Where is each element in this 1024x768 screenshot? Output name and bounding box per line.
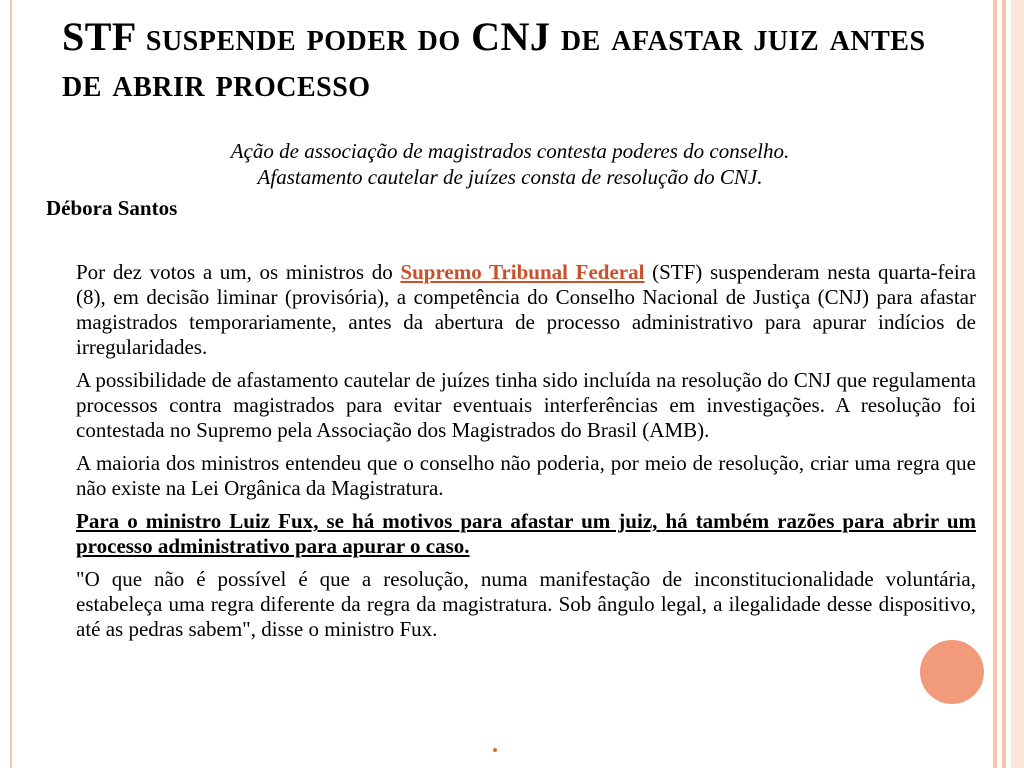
subtitle bbox=[100, 138, 920, 190]
decorative-dot bbox=[493, 748, 497, 752]
right-decorative-stripe bbox=[993, 0, 997, 768]
stf-link[interactable]: Supremo Tribunal Federal bbox=[400, 260, 645, 284]
author-name: Débora Santos bbox=[46, 196, 178, 220]
paragraph-5-quote: "O que não é possível é que a resolução, numa manifestação de inconstitucionalidade voluntária, estabeleça uma regra diferente da regra da magistratura. Sob ângulo legal, a ilegalidade desse dispositivo, até as pedras sabem", disse o ministro Fux. bbox=[76, 567, 976, 641]
paragraph-1 bbox=[76, 260, 976, 360]
decorative-circle bbox=[920, 640, 984, 704]
subtitle-line-2: Afastamento cautelar de juízes consta de resolução do CNJ. bbox=[257, 165, 763, 189]
right-decorative-stripe bbox=[1002, 0, 1006, 768]
subtitle-line-1: Ação de associação de magistrados contesta poderes do conselho. bbox=[230, 139, 790, 163]
paragraph-2: A possibilidade de afastamento cautelar de juízes tinha sido incluída na resolução do CNJ que regulamenta processos contra magistrados para evitar eventuais interferências em investigações. A resolução foi contestada no Supremo pela Associação dos Magistrados do Brasil (AMB). bbox=[76, 368, 976, 442]
paragraph-1-end: (STF) suspenderam nesta quarta-feira (8), em decisão liminar (provisória), a competência do Conselho Nacional de Justiça (CNJ) para afastar magistrados temporariamente, antes da abertura de processo administrativo para apurar indícios de irregularidades. bbox=[76, 260, 976, 359]
article-body bbox=[76, 260, 976, 650]
paragraph-1-start: Por dez votos a um, os ministros do bbox=[76, 260, 401, 284]
slide-title: STF suspende poder do CNJ de afastar juiz antes de abrir processo bbox=[62, 14, 926, 105]
paragraph-3: A maioria dos ministros entendeu que o conselho não poderia, por meio de resolução, criar uma regra que não existe na Lei Orgânica da Magistratura. bbox=[76, 451, 976, 500]
right-decorative-stripe bbox=[1011, 0, 1024, 768]
paragraph-4-highlight: Para o ministro Luiz Fux, se há motivos para afastar um juiz, há também razões para abrir um processo administrativo para apurar o caso. bbox=[76, 509, 976, 558]
left-decorative-rule bbox=[10, 0, 12, 768]
